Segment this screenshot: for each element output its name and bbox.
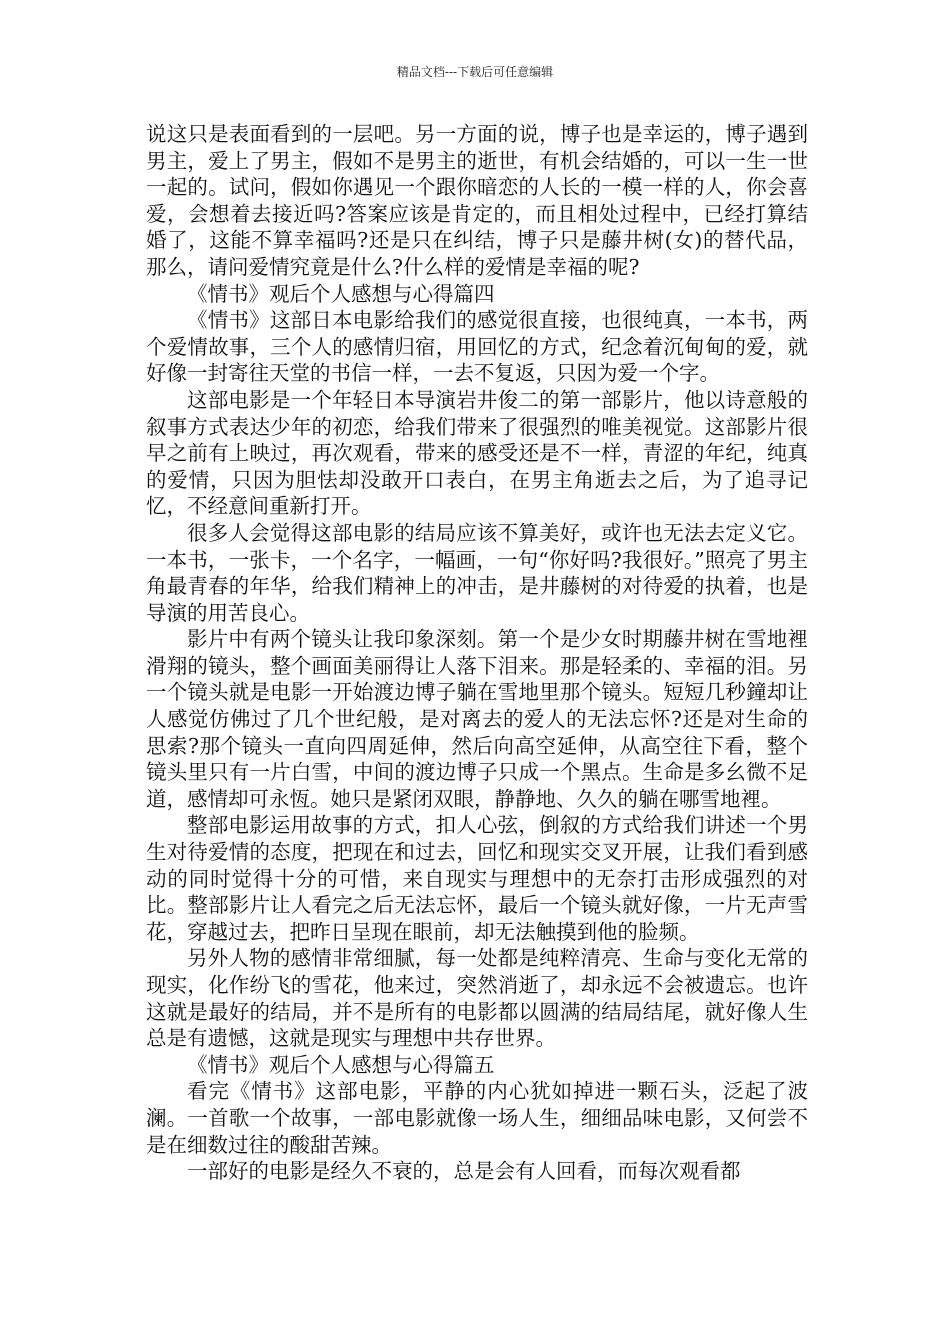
paragraph: 很多人会觉得这部电影的结局应该不算美好，或许也无法去定义它。一本书，一张卡，一个名字，一幅画，一句“你好吗?我很好。”照亮了男主角最青春的年华，给我们精神上的冲击，是井藤树的对待爱的执着，也是导演的用苦良心。 — [146, 520, 808, 625]
paragraph: 一部好的电影是经久不衰的，总是会有人回看，而每次观看都 — [187, 1159, 741, 1184]
paragraph: 《情书》这部日本电影给我们的感觉很直接，也很纯真，一本书，两个爱情故事，三个人的感情归宿，用回忆的方式，纪念着沉甸甸的爱，就好像一封寄往天堂的书信一样，一去不复返，只因为爱一个字。 — [146, 308, 808, 386]
paragraph: 另外人物的感情非常细腻，每一处都是纯粹清亮、生命与变化无常的现实，化作纷飞的雪花，他来过，突然消逝了，却永远不会被遗忘。也许这就是最好的结局，并不是所有的电影都以圆满的结局结尾，就好像人生总是有遗憾，这就是现实与理想中共存世界。 — [146, 946, 808, 1051]
page-header: 精品文档---下载后可任意编辑 — [396, 65, 554, 79]
paragraph: 说这只是表面看到的一层吧。另一方面的说，博子也是幸运的，博子遇到男主，爱上了男主，假如不是男主的逝世，有机会结婚的，可以一生一世一起的。试问，假如你遇见一个跟你暗恋的人长的一模一样的人，你会喜爱，会想着去接近吗?答案应该是肯定的，而且相处过程中，已经打算结婚了，这能不算幸福吗?还是只在纠结，博子只是藤井树(女)的替代品，那么，请问爱情究竟是什么?什么样的爱情是幸福的呢? — [146, 122, 808, 279]
section-heading: 《情书》观后个人感想与心得篇四 — [187, 281, 495, 306]
paragraph: 看完《情书》这部电影，平静的内心犹如掉进一颗石头，泛起了波澜。一首歌一个故事，一部电影就像一场人生，细细品味电影，又何尝不是在细数过往的酸甜苦辣。 — [146, 1079, 808, 1157]
document-body — [146, 121, 808, 1185]
paragraph: 影片中有两个镜头让我印象深刻。第一个是少女时期藤井树在雪地裡滑翔的镜头，整个画面美丽得让人落下泪来。那是轻柔的、幸福的泪。另一个镜头就是电影一开始渡边博子躺在雪地里那个镜头。短短几秒鐘却让人感觉仿佛过了几个世纪般，是对离去的爱人的无法忘怀?还是对生命的思索?那个镜头一直向四周延伸，然后向高空延伸，从高空往下看，整个镜头里只有一片白雪，中间的渡边博子只成一个黑点。生命是多幺微不足道，感情却可永恆。她只是紧闭双眼，静静地、久久的躺在哪雪地裡。 — [146, 627, 808, 811]
section-heading: 《情书》观后个人感想与心得篇五 — [187, 1052, 495, 1077]
paragraph: 整部电影运用故事的方式，扣人心弦，倒叙的方式给我们讲述一个男生对待爱情的态度，把现在和过去，回忆和现实交叉开展，让我们看到感动的同时觉得十分的可惜，来自现实与理想中的无奈打击形成强烈的对比。整部影片让人看完之后无法忘怀，最后一个镜头就好像，一片无声雪花，穿越过去，把昨日呈现在眼前，却无法触摸到他的脸频。 — [146, 813, 808, 944]
paragraph: 这部电影是一个年轻日本导演岩井俊二的第一部影片，他以诗意般的叙事方式表达少年的初恋，给我们带来了很强烈的唯美视觉。这部影片很早之前有上映过，再次观看，带来的感受还是不一样，青涩的年纪，纯真的爱情，只因为胆怯却没敢开口表白，在男主角逝去之后，为了追寻记忆，不经意间重新打开。 — [146, 387, 808, 519]
